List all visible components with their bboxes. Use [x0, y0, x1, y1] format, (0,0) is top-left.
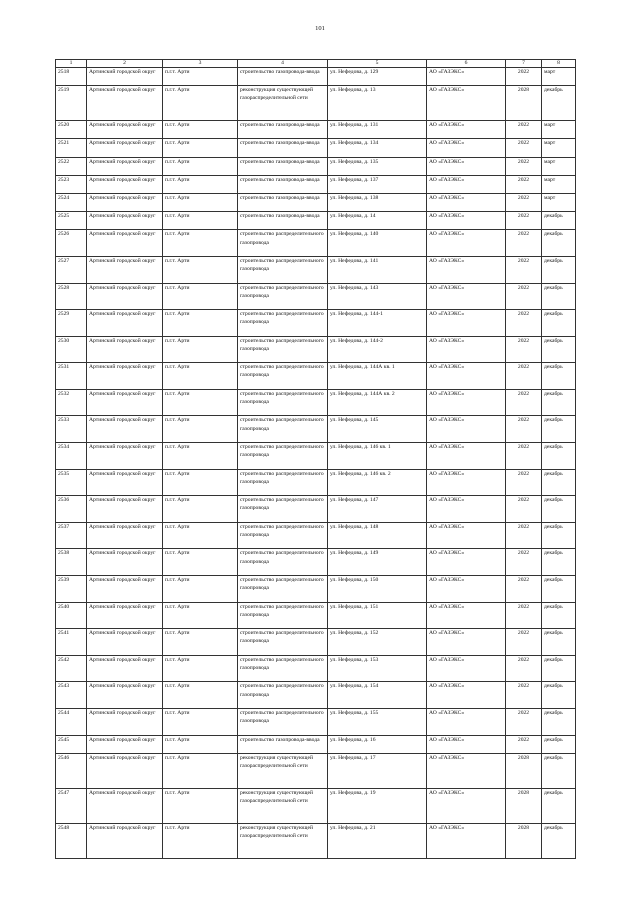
district-cell: Артинский городской округ: [87, 735, 163, 753]
district-cell: Артинский городской округ: [87, 139, 163, 157]
locality-cell: п.г.т. Арти: [163, 86, 238, 121]
year-cell: 2022: [506, 212, 542, 230]
table-row: [56, 230, 576, 257]
organization-cell: АО «ГАЗЭКС»: [427, 336, 506, 363]
locality-cell: п.г.т. Арти: [163, 336, 238, 363]
year-cell: 2022: [506, 549, 542, 576]
year-cell: 2022: [506, 363, 542, 390]
work-type-cell: строительство газопровода-ввода: [238, 735, 328, 753]
row-number: 2528: [56, 283, 87, 310]
row-number: 2519: [56, 86, 87, 121]
address-cell: ул. Нефедова, д. 21: [328, 823, 427, 858]
locality-cell: п.г.т. Арти: [163, 68, 238, 86]
month-cell: декабрь: [542, 310, 576, 337]
month-cell: декабрь: [542, 443, 576, 470]
district-cell: Артинский городской округ: [87, 496, 163, 523]
month-cell: декабрь: [542, 363, 576, 390]
month-cell: декабрь: [542, 735, 576, 753]
organization-cell: АО «ГАЗЭКС»: [427, 389, 506, 416]
column-number: 7: [506, 60, 542, 68]
organization-cell: АО «ГАЗЭКС»: [427, 753, 506, 788]
row-number: 2535: [56, 469, 87, 496]
row-number: 2540: [56, 602, 87, 629]
work-type-cell: строительство распределительного газопровода: [238, 363, 328, 390]
district-cell: Артинский городской округ: [87, 212, 163, 230]
work-type-cell: строительство распределительного газопровода: [238, 469, 328, 496]
locality-cell: п.г.т. Арти: [163, 157, 238, 175]
locality-cell: п.г.т. Арти: [163, 753, 238, 788]
row-number: 2545: [56, 735, 87, 753]
work-type-cell: строительство газопровода-ввода: [238, 121, 328, 139]
table-row: [56, 193, 576, 211]
table-row: [56, 709, 576, 736]
table-row: [56, 788, 576, 823]
month-cell: март: [542, 139, 576, 157]
month-cell: декабрь: [542, 496, 576, 523]
address-cell: ул. Нефедова, д. 147: [328, 496, 427, 523]
year-cell: 2022: [506, 157, 542, 175]
year-cell: 2022: [506, 682, 542, 709]
year-cell: 2028: [506, 753, 542, 788]
row-number: 2538: [56, 549, 87, 576]
month-cell: декабрь: [542, 522, 576, 549]
locality-cell: п.г.т. Арти: [163, 283, 238, 310]
table-row: [56, 68, 576, 86]
organization-cell: АО «ГАЗЭКС»: [427, 735, 506, 753]
address-cell: ул. Нефедова, д. 144-2: [328, 336, 427, 363]
organization-cell: АО «ГАЗЭКС»: [427, 443, 506, 470]
month-cell: декабрь: [542, 788, 576, 823]
work-type-cell: строительство распределительного газопровода: [238, 709, 328, 736]
address-cell: ул. Нефедова, д. 149: [328, 549, 427, 576]
locality-cell: п.г.т. Арти: [163, 496, 238, 523]
year-cell: 2028: [506, 788, 542, 823]
month-cell: декабрь: [542, 576, 576, 603]
locality-cell: п.г.т. Арти: [163, 682, 238, 709]
address-cell: ул. Нефедова, д. 17: [328, 753, 427, 788]
district-cell: Артинский городской округ: [87, 655, 163, 682]
district-cell: Артинский городской округ: [87, 549, 163, 576]
table-row: [56, 469, 576, 496]
work-type-cell: строительство распределительного газопровода: [238, 682, 328, 709]
month-cell: декабрь: [542, 629, 576, 656]
year-cell: 2028: [506, 86, 542, 121]
row-number: 2531: [56, 363, 87, 390]
district-cell: Артинский городской округ: [87, 68, 163, 86]
address-cell: ул. Нефедова, д. 137: [328, 175, 427, 193]
table-row: [56, 86, 576, 121]
row-number: 2547: [56, 788, 87, 823]
year-cell: 2022: [506, 655, 542, 682]
organization-cell: АО «ГАЗЭКС»: [427, 709, 506, 736]
locality-cell: п.г.т. Арти: [163, 310, 238, 337]
organization-cell: АО «ГАЗЭКС»: [427, 469, 506, 496]
row-number: 2527: [56, 256, 87, 283]
table-row: [56, 139, 576, 157]
locality-cell: п.г.т. Арти: [163, 709, 238, 736]
address-cell: ул. Нефедова, д. 146 кв. 2: [328, 469, 427, 496]
table-row: [56, 549, 576, 576]
month-cell: декабрь: [542, 709, 576, 736]
month-cell: декабрь: [542, 655, 576, 682]
row-number: 2523: [56, 175, 87, 193]
row-number: 2537: [56, 522, 87, 549]
district-cell: Артинский городской округ: [87, 363, 163, 390]
organization-cell: АО «ГАЗЭКС»: [427, 655, 506, 682]
address-cell: ул. Нефедова, д. 152: [328, 629, 427, 656]
work-type-cell: реконструкция существующей газораспределительной сети: [238, 86, 328, 121]
work-type-cell: строительство распределительного газопровода: [238, 576, 328, 603]
work-type-cell: строительство распределительного газопровода: [238, 549, 328, 576]
table-row: [56, 157, 576, 175]
organization-cell: АО «ГАЗЭКС»: [427, 363, 506, 390]
table-row: [56, 629, 576, 656]
row-number: 2542: [56, 655, 87, 682]
address-cell: ул. Нефедова, д. 19: [328, 788, 427, 823]
district-cell: Артинский городской округ: [87, 576, 163, 603]
address-cell: ул. Нефедова, д. 135: [328, 157, 427, 175]
locality-cell: п.г.т. Арти: [163, 522, 238, 549]
work-type-cell: строительство газопровода-ввода: [238, 139, 328, 157]
month-cell: декабрь: [542, 602, 576, 629]
year-cell: 2022: [506, 310, 542, 337]
work-type-cell: строительство газопровода-ввода: [238, 68, 328, 86]
table-row: [56, 283, 576, 310]
work-type-cell: строительство газопровода-ввода: [238, 175, 328, 193]
locality-cell: п.г.т. Арти: [163, 363, 238, 390]
locality-cell: п.г.т. Арти: [163, 469, 238, 496]
row-number: 2548: [56, 823, 87, 858]
district-cell: Артинский городской округ: [87, 389, 163, 416]
year-cell: 2022: [506, 735, 542, 753]
district-cell: Артинский городской округ: [87, 86, 163, 121]
table-row: [56, 682, 576, 709]
table-row: [56, 389, 576, 416]
organization-cell: АО «ГАЗЭКС»: [427, 310, 506, 337]
locality-cell: п.г.т. Арти: [163, 549, 238, 576]
address-cell: ул. Нефедова, д. 131: [328, 121, 427, 139]
district-cell: Артинский городской округ: [87, 121, 163, 139]
work-type-cell: реконструкция существующей газораспределительной сети: [238, 823, 328, 858]
month-cell: декабрь: [542, 86, 576, 121]
locality-cell: п.г.т. Арти: [163, 788, 238, 823]
month-cell: декабрь: [542, 212, 576, 230]
district-cell: Артинский городской округ: [87, 256, 163, 283]
work-type-cell: строительство распределительного газопровода: [238, 283, 328, 310]
table-row: [56, 336, 576, 363]
row-number: 2544: [56, 709, 87, 736]
address-cell: ул. Нефедова, д. 140: [328, 230, 427, 257]
organization-cell: АО «ГАЗЭКС»: [427, 175, 506, 193]
month-cell: декабрь: [542, 283, 576, 310]
address-cell: ул. Нефедова, д. 146 кв. 1: [328, 443, 427, 470]
work-type-cell: строительство распределительного газопровода: [238, 230, 328, 257]
address-cell: ул. Нефедова, д. 145: [328, 416, 427, 443]
row-number: 2533: [56, 416, 87, 443]
row-number: 2534: [56, 443, 87, 470]
column-number: 6: [427, 60, 506, 68]
address-cell: ул. Нефедова, д. 154: [328, 682, 427, 709]
locality-cell: п.г.т. Арти: [163, 735, 238, 753]
year-cell: 2022: [506, 496, 542, 523]
year-cell: 2022: [506, 469, 542, 496]
organization-cell: АО «ГАЗЭКС»: [427, 86, 506, 121]
year-cell: 2022: [506, 522, 542, 549]
district-cell: Артинский городской округ: [87, 709, 163, 736]
work-type-cell: строительство распределительного газопровода: [238, 336, 328, 363]
year-cell: 2022: [506, 602, 542, 629]
column-number: 3: [163, 60, 238, 68]
table-row: [56, 655, 576, 682]
address-cell: ул. Нефедова, д. 148: [328, 522, 427, 549]
table-row: [56, 602, 576, 629]
work-type-cell: строительство распределительного газопровода: [238, 389, 328, 416]
row-number: 2526: [56, 230, 87, 257]
district-cell: Артинский городской округ: [87, 230, 163, 257]
column-number: 2: [87, 60, 163, 68]
district-cell: Артинский городской округ: [87, 788, 163, 823]
organization-cell: АО «ГАЗЭКС»: [427, 230, 506, 257]
year-cell: 2022: [506, 389, 542, 416]
address-cell: ул. Нефедова, д. 144А кв. 2: [328, 389, 427, 416]
column-number: 1: [56, 60, 87, 68]
work-type-cell: строительство газопровода-ввода: [238, 193, 328, 211]
district-cell: Артинский городской округ: [87, 443, 163, 470]
locality-cell: п.г.т. Арти: [163, 193, 238, 211]
work-type-cell: строительство распределительного газопровода: [238, 256, 328, 283]
address-cell: ул. Нефедова, д. 153: [328, 655, 427, 682]
organization-cell: АО «ГАЗЭКС»: [427, 157, 506, 175]
district-cell: Артинский городской округ: [87, 469, 163, 496]
month-cell: декабрь: [542, 549, 576, 576]
table-row: [56, 823, 576, 858]
row-number: 2546: [56, 753, 87, 788]
page-number: 101: [315, 25, 325, 32]
month-cell: декабрь: [542, 230, 576, 257]
district-cell: Артинский городской округ: [87, 602, 163, 629]
locality-cell: п.г.т. Арти: [163, 230, 238, 257]
address-cell: ул. Нефедова, д. 144А кв. 1: [328, 363, 427, 390]
district-cell: Артинский городской округ: [87, 522, 163, 549]
locality-cell: п.г.т. Арти: [163, 121, 238, 139]
table-row: [56, 576, 576, 603]
locality-cell: п.г.т. Арти: [163, 416, 238, 443]
locality-cell: п.г.т. Арти: [163, 175, 238, 193]
year-cell: 2022: [506, 416, 542, 443]
row-number: 2530: [56, 336, 87, 363]
district-cell: Артинский городской округ: [87, 753, 163, 788]
row-number: 2543: [56, 682, 87, 709]
address-cell: ул. Нефедова, д. 129: [328, 68, 427, 86]
organization-cell: АО «ГАЗЭКС»: [427, 212, 506, 230]
locality-cell: п.г.т. Арти: [163, 443, 238, 470]
year-cell: 2022: [506, 139, 542, 157]
year-cell: 2022: [506, 443, 542, 470]
district-cell: Артинский городской округ: [87, 283, 163, 310]
organization-cell: АО «ГАЗЭКС»: [427, 823, 506, 858]
address-cell: ул. Нефедова, д. 150: [328, 576, 427, 603]
month-cell: март: [542, 157, 576, 175]
locality-cell: п.г.т. Арти: [163, 256, 238, 283]
district-cell: Артинский городской округ: [87, 416, 163, 443]
month-cell: март: [542, 68, 576, 86]
address-cell: ул. Нефедова, д. 13: [328, 86, 427, 121]
organization-cell: АО «ГАЗЭКС»: [427, 139, 506, 157]
district-cell: Артинский городской округ: [87, 629, 163, 656]
month-cell: декабрь: [542, 389, 576, 416]
year-cell: 2022: [506, 283, 542, 310]
row-number: 2525: [56, 212, 87, 230]
address-cell: ул. Нефедова, д. 16: [328, 735, 427, 753]
table-row: [56, 522, 576, 549]
organization-cell: АО «ГАЗЭКС»: [427, 682, 506, 709]
works-table: [55, 59, 576, 859]
table-row: [56, 416, 576, 443]
work-type-cell: реконструкция существующей газораспределительной сети: [238, 788, 328, 823]
district-cell: Артинский городской округ: [87, 336, 163, 363]
work-type-cell: строительство распределительного газопровода: [238, 629, 328, 656]
district-cell: Артинский городской округ: [87, 823, 163, 858]
organization-cell: АО «ГАЗЭКС»: [427, 193, 506, 211]
year-cell: 2022: [506, 709, 542, 736]
month-cell: декабрь: [542, 336, 576, 363]
column-numbers-row: [56, 60, 576, 68]
work-type-cell: строительство распределительного газопровода: [238, 655, 328, 682]
organization-cell: АО «ГАЗЭКС»: [427, 788, 506, 823]
address-cell: ул. Нефедова, д. 138: [328, 193, 427, 211]
district-cell: Артинский городской округ: [87, 157, 163, 175]
organization-cell: АО «ГАЗЭКС»: [427, 629, 506, 656]
address-cell: ул. Нефедова, д. 141: [328, 256, 427, 283]
organization-cell: АО «ГАЗЭКС»: [427, 496, 506, 523]
locality-cell: п.г.т. Арти: [163, 576, 238, 603]
table-row: [56, 121, 576, 139]
month-cell: декабрь: [542, 469, 576, 496]
year-cell: 2022: [506, 256, 542, 283]
row-number: 2539: [56, 576, 87, 603]
locality-cell: п.г.т. Арти: [163, 823, 238, 858]
work-type-cell: строительство распределительного газопровода: [238, 416, 328, 443]
work-type-cell: строительство газопровода-ввода: [238, 212, 328, 230]
organization-cell: АО «ГАЗЭКС»: [427, 256, 506, 283]
year-cell: 2022: [506, 230, 542, 257]
year-cell: 2022: [506, 336, 542, 363]
address-cell: ул. Нефедова, д. 151: [328, 602, 427, 629]
column-number: 5: [328, 60, 427, 68]
organization-cell: АО «ГАЗЭКС»: [427, 576, 506, 603]
year-cell: 2022: [506, 121, 542, 139]
month-cell: декабрь: [542, 753, 576, 788]
organization-cell: АО «ГАЗЭКС»: [427, 602, 506, 629]
column-number: 4: [238, 60, 328, 68]
table-row: [56, 735, 576, 753]
table-row: [56, 443, 576, 470]
month-cell: март: [542, 175, 576, 193]
address-cell: ул. Нефедова, д. 144-1: [328, 310, 427, 337]
address-cell: ул. Нефедова, д. 134: [328, 139, 427, 157]
year-cell: 2022: [506, 175, 542, 193]
row-number: 2520: [56, 121, 87, 139]
month-cell: март: [542, 193, 576, 211]
locality-cell: п.г.т. Арти: [163, 629, 238, 656]
year-cell: 2028: [506, 823, 542, 858]
table-row: [56, 256, 576, 283]
work-type-cell: реконструкция существующей газораспределительной сети: [238, 753, 328, 788]
row-number: 2521: [56, 139, 87, 157]
locality-cell: п.г.т. Арти: [163, 389, 238, 416]
district-cell: Артинский городской округ: [87, 175, 163, 193]
table-row: [56, 175, 576, 193]
locality-cell: п.г.т. Арти: [163, 602, 238, 629]
row-number: 2541: [56, 629, 87, 656]
address-cell: ул. Нефедова, д. 143: [328, 283, 427, 310]
year-cell: 2022: [506, 193, 542, 211]
work-type-cell: строительство распределительного газопровода: [238, 443, 328, 470]
district-cell: Артинский городской округ: [87, 682, 163, 709]
month-cell: декабрь: [542, 682, 576, 709]
table-row: [56, 496, 576, 523]
month-cell: декабрь: [542, 416, 576, 443]
table-row: [56, 363, 576, 390]
address-cell: ул. Нефедова, д. 14: [328, 212, 427, 230]
row-number: 2524: [56, 193, 87, 211]
work-type-cell: строительство распределительного газопровода: [238, 310, 328, 337]
year-cell: 2022: [506, 576, 542, 603]
month-cell: декабрь: [542, 256, 576, 283]
organization-cell: АО «ГАЗЭКС»: [427, 283, 506, 310]
organization-cell: АО «ГАЗЭКС»: [427, 416, 506, 443]
work-type-cell: строительство распределительного газопровода: [238, 496, 328, 523]
month-cell: март: [542, 121, 576, 139]
row-number: 2529: [56, 310, 87, 337]
work-type-cell: строительство распределительного газопровода: [238, 602, 328, 629]
month-cell: декабрь: [542, 823, 576, 858]
table-row: [56, 212, 576, 230]
row-number: 2536: [56, 496, 87, 523]
organization-cell: АО «ГАЗЭКС»: [427, 68, 506, 86]
row-number: 2522: [56, 157, 87, 175]
year-cell: 2022: [506, 629, 542, 656]
column-number: 8: [542, 60, 576, 68]
address-cell: ул. Нефедова, д. 155: [328, 709, 427, 736]
row-number: 2518: [56, 68, 87, 86]
district-cell: Артинский городской округ: [87, 310, 163, 337]
table-row: [56, 753, 576, 788]
locality-cell: п.г.т. Арти: [163, 655, 238, 682]
locality-cell: п.г.т. Арти: [163, 139, 238, 157]
organization-cell: АО «ГАЗЭКС»: [427, 549, 506, 576]
organization-cell: АО «ГАЗЭКС»: [427, 522, 506, 549]
work-type-cell: строительство распределительного газопровода: [238, 522, 328, 549]
year-cell: 2022: [506, 68, 542, 86]
district-cell: Артинский городской округ: [87, 193, 163, 211]
table-row: [56, 310, 576, 337]
organization-cell: АО «ГАЗЭКС»: [427, 121, 506, 139]
row-number: 2532: [56, 389, 87, 416]
work-type-cell: строительство газопровода-ввода: [238, 157, 328, 175]
locality-cell: п.г.т. Арти: [163, 212, 238, 230]
